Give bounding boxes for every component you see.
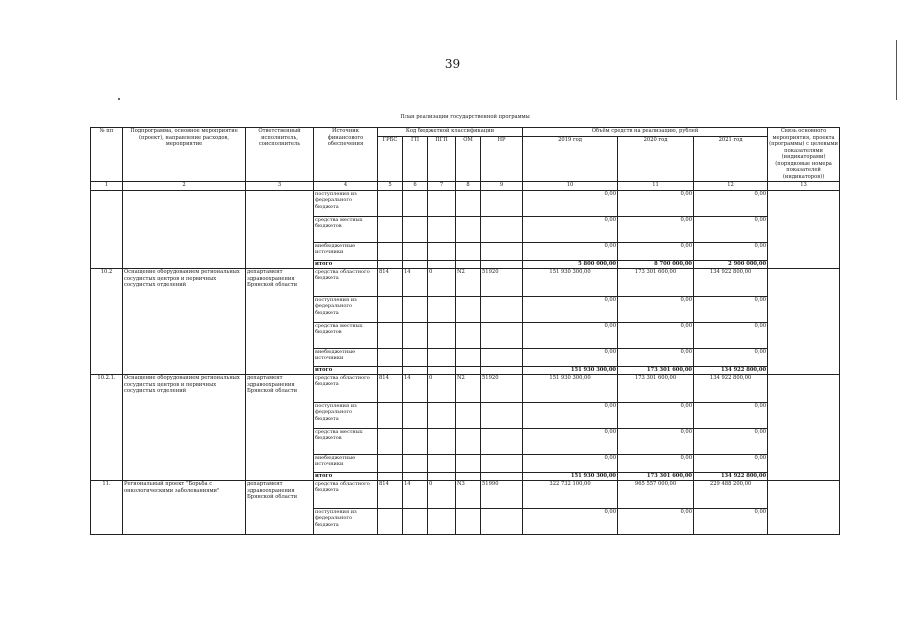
cell-no: 10.2.1.	[91, 375, 123, 481]
cell-2019: 151 930 300,00	[523, 367, 618, 375]
cell-gp: 14	[403, 375, 428, 403]
cell-source: внебюджетные источники	[314, 455, 378, 473]
header-om: ОМ	[456, 137, 481, 182]
cell-2019: 322 732 100,00	[523, 481, 618, 509]
cell-2020: 0,00	[618, 323, 694, 349]
col-num: 12	[694, 182, 768, 191]
header-subprogram: Подпрограмма, основное мероприятие (проект), направление расходов, мероприятие	[123, 128, 246, 182]
table-row	[91, 481, 840, 509]
cell-subprogram	[123, 191, 246, 269]
cell-2019: 0,00	[523, 191, 618, 217]
header-np: НР	[481, 137, 523, 182]
cell-grbs: 814	[378, 375, 403, 403]
cell-2021: 0,00	[694, 217, 768, 243]
cell-source: средства областного бюджета	[314, 269, 378, 297]
cell-2020: 173 301 600,00	[618, 269, 694, 297]
col-num: 10	[523, 182, 618, 191]
program-plan-table	[90, 127, 840, 535]
cell-2019: 151 930 300,00	[523, 269, 618, 297]
cell-2020: 0,00	[618, 297, 694, 323]
cell-2020: 173 301 600,00	[618, 375, 694, 403]
cell-link	[768, 269, 840, 375]
col-num: 11	[618, 182, 694, 191]
cell-link	[768, 481, 840, 535]
cell-source: внебюджетные источники	[314, 349, 378, 367]
cell-subprogram: Оснащение оборудованием региональных сосудистых центров и первичных сосудистых отделений	[123, 269, 246, 375]
cell-2021: 0,00	[694, 455, 768, 473]
cell-source: итого	[314, 473, 378, 481]
cell-source: поступления из федерального бюджета	[314, 509, 378, 535]
cell-source: итого	[314, 367, 378, 375]
cell-np: 51920	[481, 269, 523, 297]
cell-2021: 0,00	[694, 323, 768, 349]
col-num: 8	[456, 182, 481, 191]
cell-2021: 134 922 800,00	[694, 367, 768, 375]
cell-pgp: 0	[428, 269, 456, 297]
cell-no	[91, 191, 123, 269]
cell-np: 51920	[481, 375, 523, 403]
cell-2021: 229 488 200,00	[694, 481, 768, 509]
cell-om: N2	[456, 375, 481, 403]
col-num: 4	[314, 182, 378, 191]
cell-no: 10.2	[91, 269, 123, 375]
col-num: 1	[91, 182, 123, 191]
cell-om: N2	[456, 269, 481, 297]
header-source: Источник финансового обеспечения	[314, 128, 378, 182]
cell-om: N3	[456, 481, 481, 509]
header-no: № пп	[91, 128, 123, 182]
cell-2019: 151 930 300,00	[523, 375, 618, 403]
col-num: 6	[403, 182, 428, 191]
cell-source: поступления из федерального бюджета	[314, 403, 378, 429]
table-title: План реализации государственной программы	[400, 114, 530, 120]
cell-executor	[246, 191, 314, 269]
column-numbers-row	[91, 182, 840, 191]
col-num: 3	[246, 182, 314, 191]
cell-gp: 14	[403, 269, 428, 297]
cell-executor: департамент здравоохранения Брянской области	[246, 481, 314, 535]
col-num: 7	[428, 182, 456, 191]
cell-source: поступления из федерального бюджета	[314, 297, 378, 323]
cell-2021: 0,00	[694, 349, 768, 367]
cell-2021: 0,00	[694, 429, 768, 455]
cell-grbs: 814	[378, 269, 403, 297]
cell-2019: 0,00	[523, 349, 618, 367]
cell-2020: 173 301 600,00	[618, 473, 694, 481]
header-executor: Ответственный исполнитель, соисполнитель	[246, 128, 314, 182]
cell-2020: 0,00	[618, 217, 694, 243]
header-gp: ГП	[403, 137, 428, 182]
cell-2020: 0,00	[618, 191, 694, 217]
header-pgp: ПГП	[428, 137, 456, 182]
cell-2019: 0,00	[523, 297, 618, 323]
cell-link	[768, 375, 840, 481]
cell-2020: 0,00	[618, 403, 694, 429]
cell-2019: 0,00	[523, 217, 618, 243]
cell-subprogram: Оснащение оборудованием региональных сосудистых центров и первичных сосудистых отделений	[123, 375, 246, 481]
header-link: Связь основного мероприятия, проекта (программы) с целевыми показателями (индикаторами) (порядковые номера показателей (индикаторов))	[769, 128, 838, 180]
header-2021: 2021 год	[694, 137, 768, 182]
cell-pgp: 0	[428, 481, 456, 509]
cell-2021: 0,00	[694, 243, 768, 261]
cell-no: 11.	[91, 481, 123, 535]
cell-source: средства местных бюджетов	[314, 429, 378, 455]
cell-source: средства местных бюджетов	[314, 323, 378, 349]
cell-np: 51990	[481, 481, 523, 509]
header-row-1	[91, 128, 840, 137]
table-row	[91, 269, 840, 297]
cell-grbs: 814	[378, 481, 403, 509]
cell-2021: 0,00	[694, 191, 768, 217]
cell-2019: 0,00	[523, 509, 618, 535]
cell-2021: 2 900 000,00	[694, 261, 768, 269]
cell-source: поступления из федерального бюджета	[314, 191, 378, 217]
cell-source: средства областного бюджета	[314, 481, 378, 509]
cell-2019: 0,00	[523, 243, 618, 261]
cell-2020: 0,00	[618, 429, 694, 455]
cell-2021: 0,00	[694, 509, 768, 535]
cell-2020: 0,00	[618, 509, 694, 535]
scan-speck	[118, 98, 120, 100]
cell-2020: 0,00	[618, 455, 694, 473]
cell-2019: 5 800 000,00	[523, 261, 618, 269]
header-budget-code: Код бюджетной классификации	[378, 128, 523, 137]
cell-source: итого	[314, 261, 378, 269]
cell-2020: 965 557 000,00	[618, 481, 694, 509]
header-funds: Объём средств на реализацию, рублей	[523, 128, 768, 137]
cell-2021: 134 922 800,00	[694, 473, 768, 481]
cell-source: внебюджетные источники	[314, 243, 378, 261]
cell-2020: 8 700 000,00	[618, 261, 694, 269]
cell-source: средства областного бюджета	[314, 375, 378, 403]
cell-executor: департамент здравоохранения Брянской области	[246, 269, 314, 375]
cell-executor: департамент здравоохранения Брянской области	[246, 375, 314, 481]
page-number: 39	[444, 57, 461, 71]
cell-link	[768, 191, 840, 269]
table-row	[91, 191, 840, 217]
cell-2019: 0,00	[523, 455, 618, 473]
cell-2021: 0,00	[694, 297, 768, 323]
cell-2020: 173 301 600,00	[618, 367, 694, 375]
col-num: 9	[481, 182, 523, 191]
header-2019: 2019 год	[523, 137, 618, 182]
table-row	[91, 375, 840, 403]
cell-subprogram: Региональный проект "Борьба с онкологическими заболеваниями"	[123, 481, 246, 535]
cell-source: средства местных бюджетов	[314, 217, 378, 243]
col-num: 13	[768, 182, 840, 191]
header-grbs: ГРБС	[378, 137, 403, 182]
cell-2019: 0,00	[523, 429, 618, 455]
cell-2019: 0,00	[523, 323, 618, 349]
cell-2021: 134 922 800,00	[694, 269, 768, 297]
cell-2019: 0,00	[523, 403, 618, 429]
cell-2021: 0,00	[694, 403, 768, 429]
col-num: 2	[123, 182, 246, 191]
cell-2020: 0,00	[618, 243, 694, 261]
cell-2019: 151 930 300,00	[523, 473, 618, 481]
col-num: 5	[378, 182, 403, 191]
scan-edge-mark	[896, 40, 897, 100]
header-2020: 2020 год	[618, 137, 694, 182]
cell-gp: 14	[403, 481, 428, 509]
cell-2020: 0,00	[618, 349, 694, 367]
cell-2021: 134 922 800,00	[694, 375, 768, 403]
cell-pgp: 0	[428, 375, 456, 403]
